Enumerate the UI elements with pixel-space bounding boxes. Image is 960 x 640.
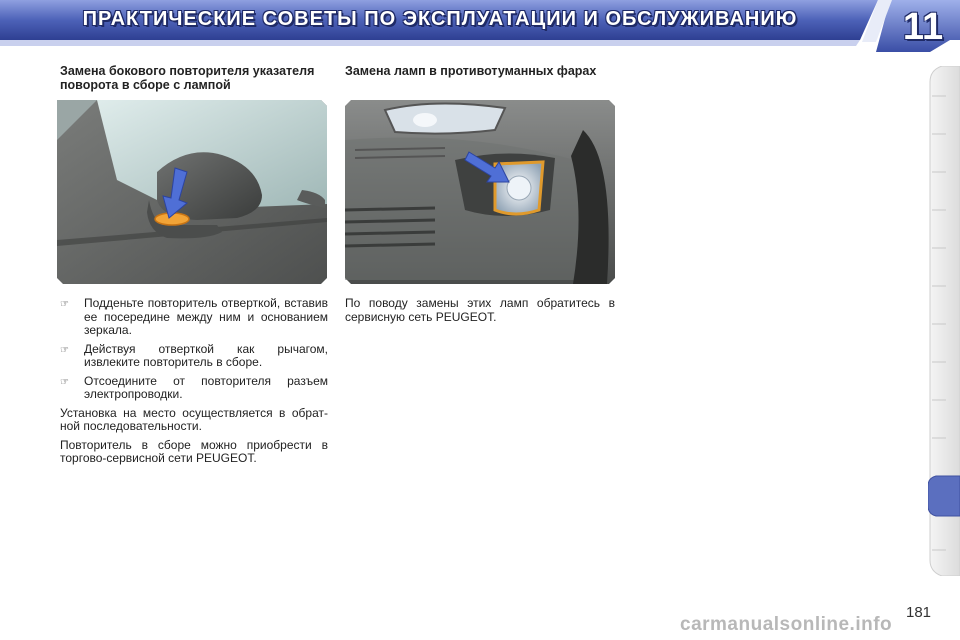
list-item bbox=[60, 297, 328, 338]
right-paragraph: По поводу замены этих ламп обратитесь в сервисную сеть PEUGEOT. bbox=[345, 296, 615, 324]
mirror-repeater-photo bbox=[57, 100, 327, 284]
pointing-hand-icon: ☞ bbox=[60, 344, 69, 356]
list-item-text: Действуя отверткой как рычагом, извлеките повторитель в сборе. bbox=[84, 341, 328, 369]
chapter-tabs bbox=[928, 66, 960, 576]
paragraph: Повторитель в сборе можно приобрести в торгово-сервисной сети PEUGEOT. bbox=[60, 437, 328, 465]
page-number: 181 bbox=[906, 604, 932, 621]
right-section-title: Замена ламп в противотуманных фарах bbox=[345, 64, 597, 78]
pointing-hand-icon: ☞ bbox=[60, 376, 69, 388]
pointing-hand-icon: ☞ bbox=[60, 299, 69, 310]
list-item-text: Подденьте повторитель отверткой, вставив ее посередине между ним и основанием зеркала. bbox=[84, 296, 328, 337]
page-header bbox=[0, 0, 960, 48]
list-item-text: Отсоедините от повторителя разъем электропроводки. bbox=[84, 373, 328, 401]
fog-lamp-photo bbox=[345, 100, 615, 284]
paragraph: Установка на место осуществляется в обрат- ной последовательности. bbox=[60, 405, 328, 433]
watermark: carmanualsonline.info bbox=[680, 614, 893, 635]
chapter-number: 11 bbox=[902, 6, 944, 48]
left-instructions bbox=[60, 297, 328, 471]
list-item bbox=[60, 375, 328, 402]
left-section-title bbox=[60, 64, 330, 92]
list-item bbox=[60, 343, 328, 370]
left-section-title-line2: поворота в сборе с лампой bbox=[60, 78, 231, 92]
page-title: ПРАКТИЧЕСКИЕ СОВЕТЫ ПО ЭКСПЛУАТАЦИИ И ОБСЛУЖИВАНИЮ bbox=[82, 8, 798, 30]
left-section-title-line1: Замена бокового повторителя указателя bbox=[60, 64, 315, 78]
